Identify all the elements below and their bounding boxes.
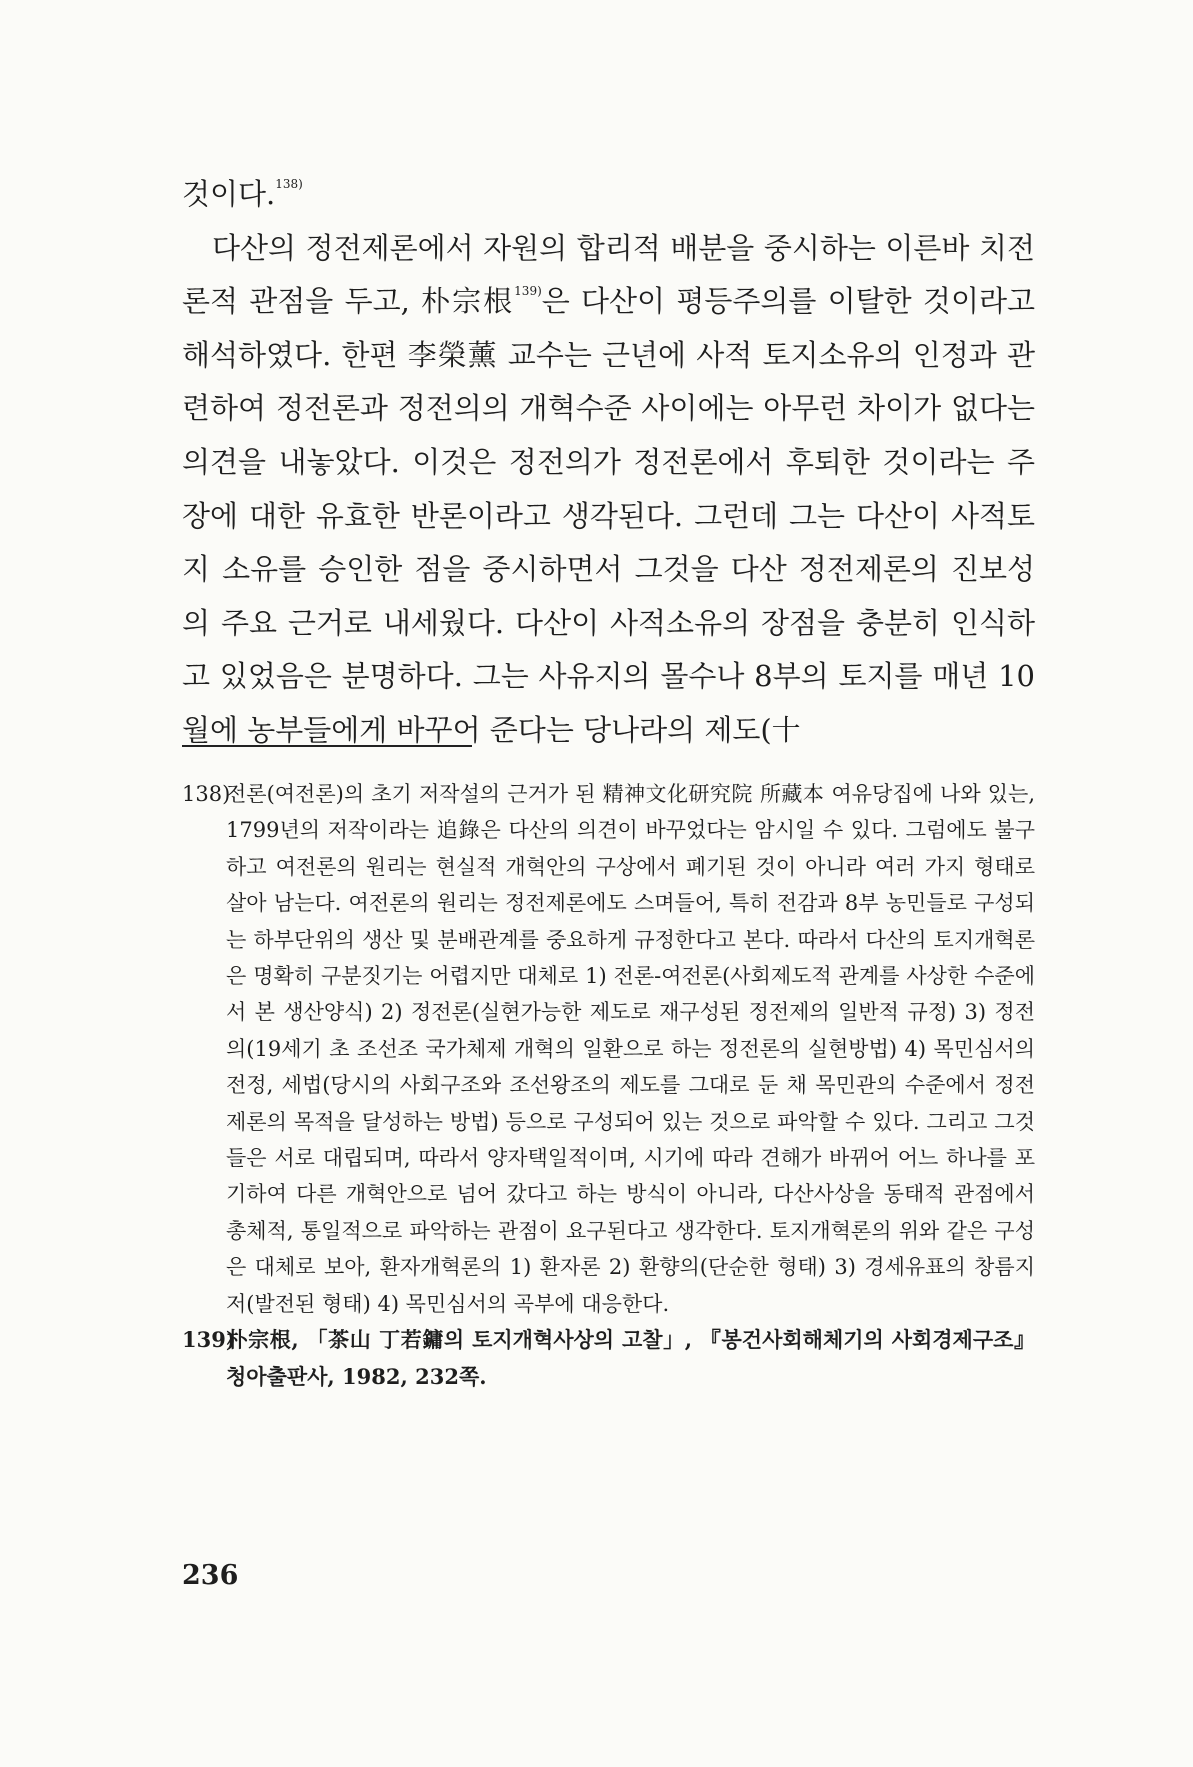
footnote-divider <box>182 745 472 747</box>
page-number: 236 <box>182 1560 239 1591</box>
footnote-text: 전론(여전론)의 초기 저작설의 근거가 된 精神文化研究院 所藏本 여유당집에 나와 있는, 1799년의 저작이라는 追錄은 다산의 의견이 바꾸었다는 암시일 수 있다. 그럼에도 불구하고 여전론의 원리는 현실적 개혁안의 구상에서 폐기된 것이 아니라 여러 가지 형태로 살아 남는다. 여전론의 원리는 정전제론에도 스며들어, 특히 전감과 8부 농민들로 구성되는 하부단위의 생산 및 분배관계를 중요하게 규정한다고 본다. 따라서 다산의 토지개혁론은 명확히 구분짓기는 어렵지만 대체로 1) 전론-여전론(사회제도적 관계를 사상한 수준에서 본 생산양식) 2) 정전론(실현가능한 제도로 재구성된 정전제의 일반적 규정) 3) 정전의(19세기 초 조선조 국가체제 개혁의 일환으로 하는 정전론의 실현방법) 4) 목민심서의 전정, 세법(당시의 사회구조와 조선왕조의 제도를 그대로 둔 채 목민관의 수준에서 정전제론의 목적을 달성하는 방법) 등으로 구성되어 있는 것으로 파악할 수 있다. 그리고 그것들은 서로 대립되며, 따라서 양자택일적이며, 시기에 따라 견해가 바뀌어 어느 하나를 포기하여 다른 개혁안으로 넘어 갔다고 하는 방식이 아니라, 다산사상을 동태적 관점에서 총체적, 통일적으로 파악하는 관점이 요구된다고 생각한다. 토지개혁론의 위와 같은 구성은 대체로 보아, 환자개혁론의 1) 환자론 2) 환향의(단순한 형태) 3) 경세유표의 창름지저(발전된 형태) 4) 목민심서의 곡부에 대응한다. <box>226 782 1035 1316</box>
paragraph <box>182 222 1035 758</box>
paragraph-text-rest: 은 다산이 평등주의를 이탈한 것이라고 해석하였다. 한편 李榮薰 교수는 근년에 사적 토지소유의 인정과 관련하여 정전론과 정전의의 개혁수준 사이에는 아무런 차이가 없다는 의견을 내놓았다. 이것은 정전의가 정전론에서 후퇴한 것이라는 주장에 대한 유효한 반론이라고 생각된다. 그런데 그는 다산이 사적토지 소유를 승인한 점을 중시하면서 그것을 다산 정전제론의 진보성의 주요 근거로 내세웠다. 다산이 사적소유의 장점을 충분히 인식하고 있었음은 분명하다. 그는 사유지의 몰수나 8부의 토지를 매년 10월에 농부들에게 바꾸어 준다는 당나라의 제도(十 <box>182 284 1035 747</box>
paragraph-text: 다산의 정전제론에서 자원의 합리적 배분을 중시하는 이른바 치전론적 관점을 두고, 朴宗根 <box>182 230 1035 319</box>
footnote-ref-139: 139) <box>514 284 542 299</box>
main-text <box>182 168 1035 758</box>
footnote-138 <box>182 776 1035 1322</box>
lead-text: 것이다. <box>182 177 276 211</box>
footnote-number: 138) <box>182 782 231 806</box>
footnote-number: 139) <box>182 1327 236 1353</box>
footnote-text: 朴宗根, 「茶山 丁若鏞의 토지개혁사상의 고찰」, 『봉건사회해체기의 사회경제구조』 청아출판사, 1982, 232쪽. <box>226 1327 1035 1389</box>
footnote-139 <box>182 1322 1035 1395</box>
footnote-ref-138: 138) <box>275 177 303 191</box>
footnotes <box>182 776 1035 1395</box>
lead-line <box>182 168 1035 222</box>
